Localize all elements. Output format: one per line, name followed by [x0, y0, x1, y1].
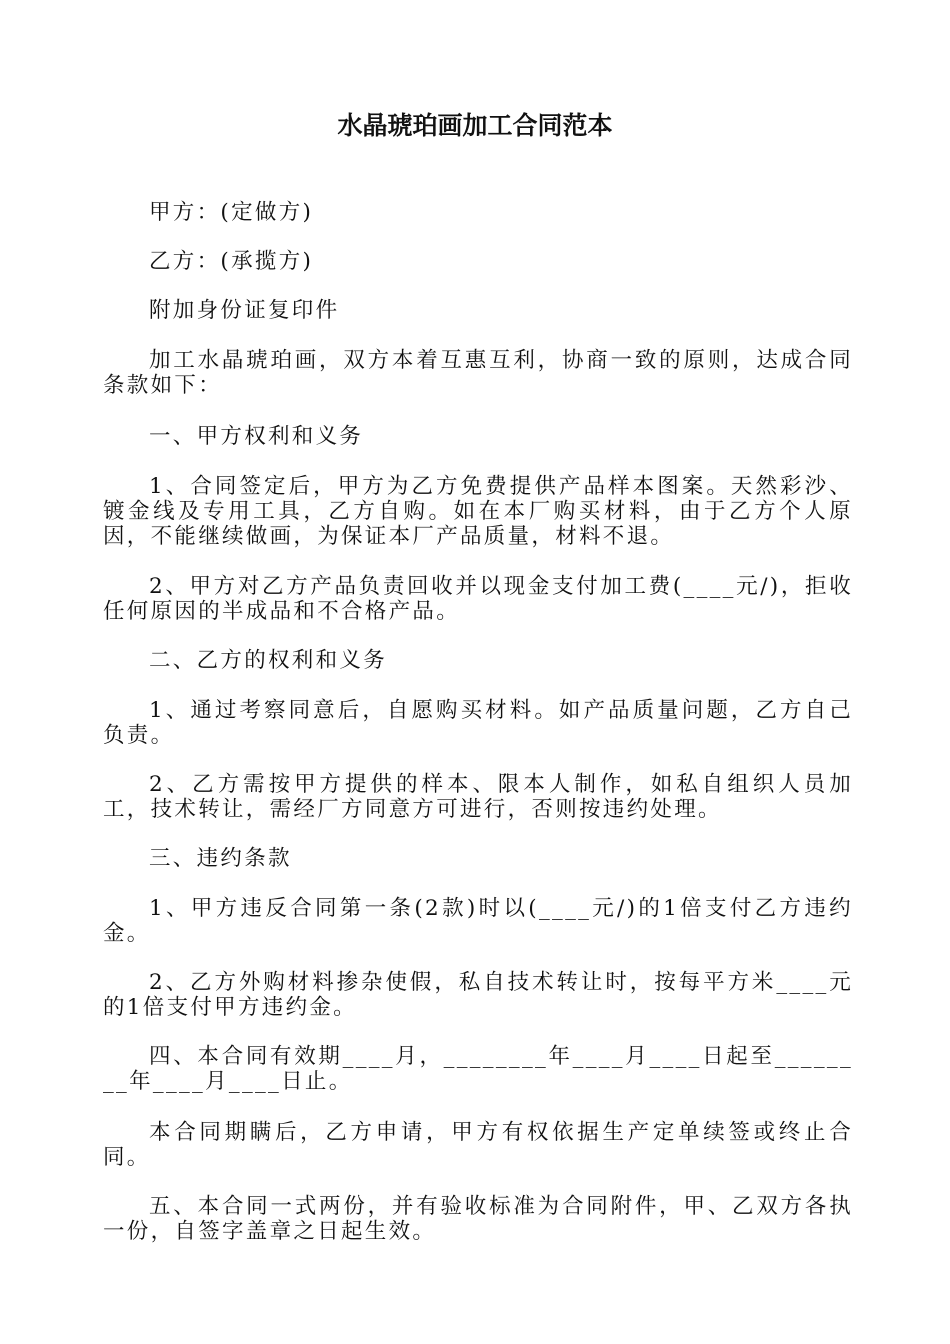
party-b-clause-2: 2、乙方需按甲方提供的样本、限本人制作，如私自组织人员加工，技术转让，需经厂方同意方可进行，否则按违约处理。: [103, 772, 853, 822]
party-b-clause-1: 1、通过考察同意后，自愿购买材料。如产品质量问题，乙方自己负责。: [103, 698, 853, 748]
preamble-paragraph: 加工水晶琥珀画，双方本着互惠互利，协商一致的原则，达成合同条款如下：: [103, 348, 853, 398]
party-a-clause-1: 1、合同签定后，甲方为乙方免费提供产品样本图案。天然彩沙、镀金线及专用工具，乙方自购。如在本厂购买材料，由于乙方个人原因，不能继续做画，为保证本厂产品质量，材料不退。: [103, 474, 853, 549]
document-title: 水晶琥珀画加工合同范本: [337, 111, 613, 140]
party-a-line: 甲方：(定做方): [149, 200, 314, 225]
breach-clause-2: 2、乙方外购材料掺杂使假，私自技术转让时，按每平方米____元的1倍支付甲方违约金。: [103, 970, 853, 1020]
section-heading-party-a: 一、甲方权利和义务: [149, 424, 364, 449]
validity-clause: 四、本合同有效期____月，________年____月____日起至________年____月____日止。: [103, 1044, 853, 1094]
breach-clause-1: 1、甲方违反合同第一条(2款)时以(____元/)的1倍支付乙方违约金。: [103, 896, 853, 946]
copies-clause: 五、本合同一式两份，并有验收标准为合同附件，甲、乙双方各执一份，自签字盖章之日起生效。: [103, 1194, 853, 1244]
id-copy-attachment-line: 附加身份证复印件: [149, 298, 340, 323]
party-a-clause-2: 2、甲方对乙方产品负责回收并以现金支付加工费(____元/)，拒收任何原因的半成品和不合格产品。: [103, 574, 853, 624]
party-b-line: 乙方：(承揽方): [149, 249, 314, 274]
renewal-clause: 本合同期瞒后，乙方申请，甲方有权依据生产定单续签或终止合同。: [103, 1120, 853, 1170]
section-heading-party-b: 二、乙方的权利和义务: [149, 648, 388, 673]
section-heading-breach: 三、违约条款: [149, 846, 292, 871]
